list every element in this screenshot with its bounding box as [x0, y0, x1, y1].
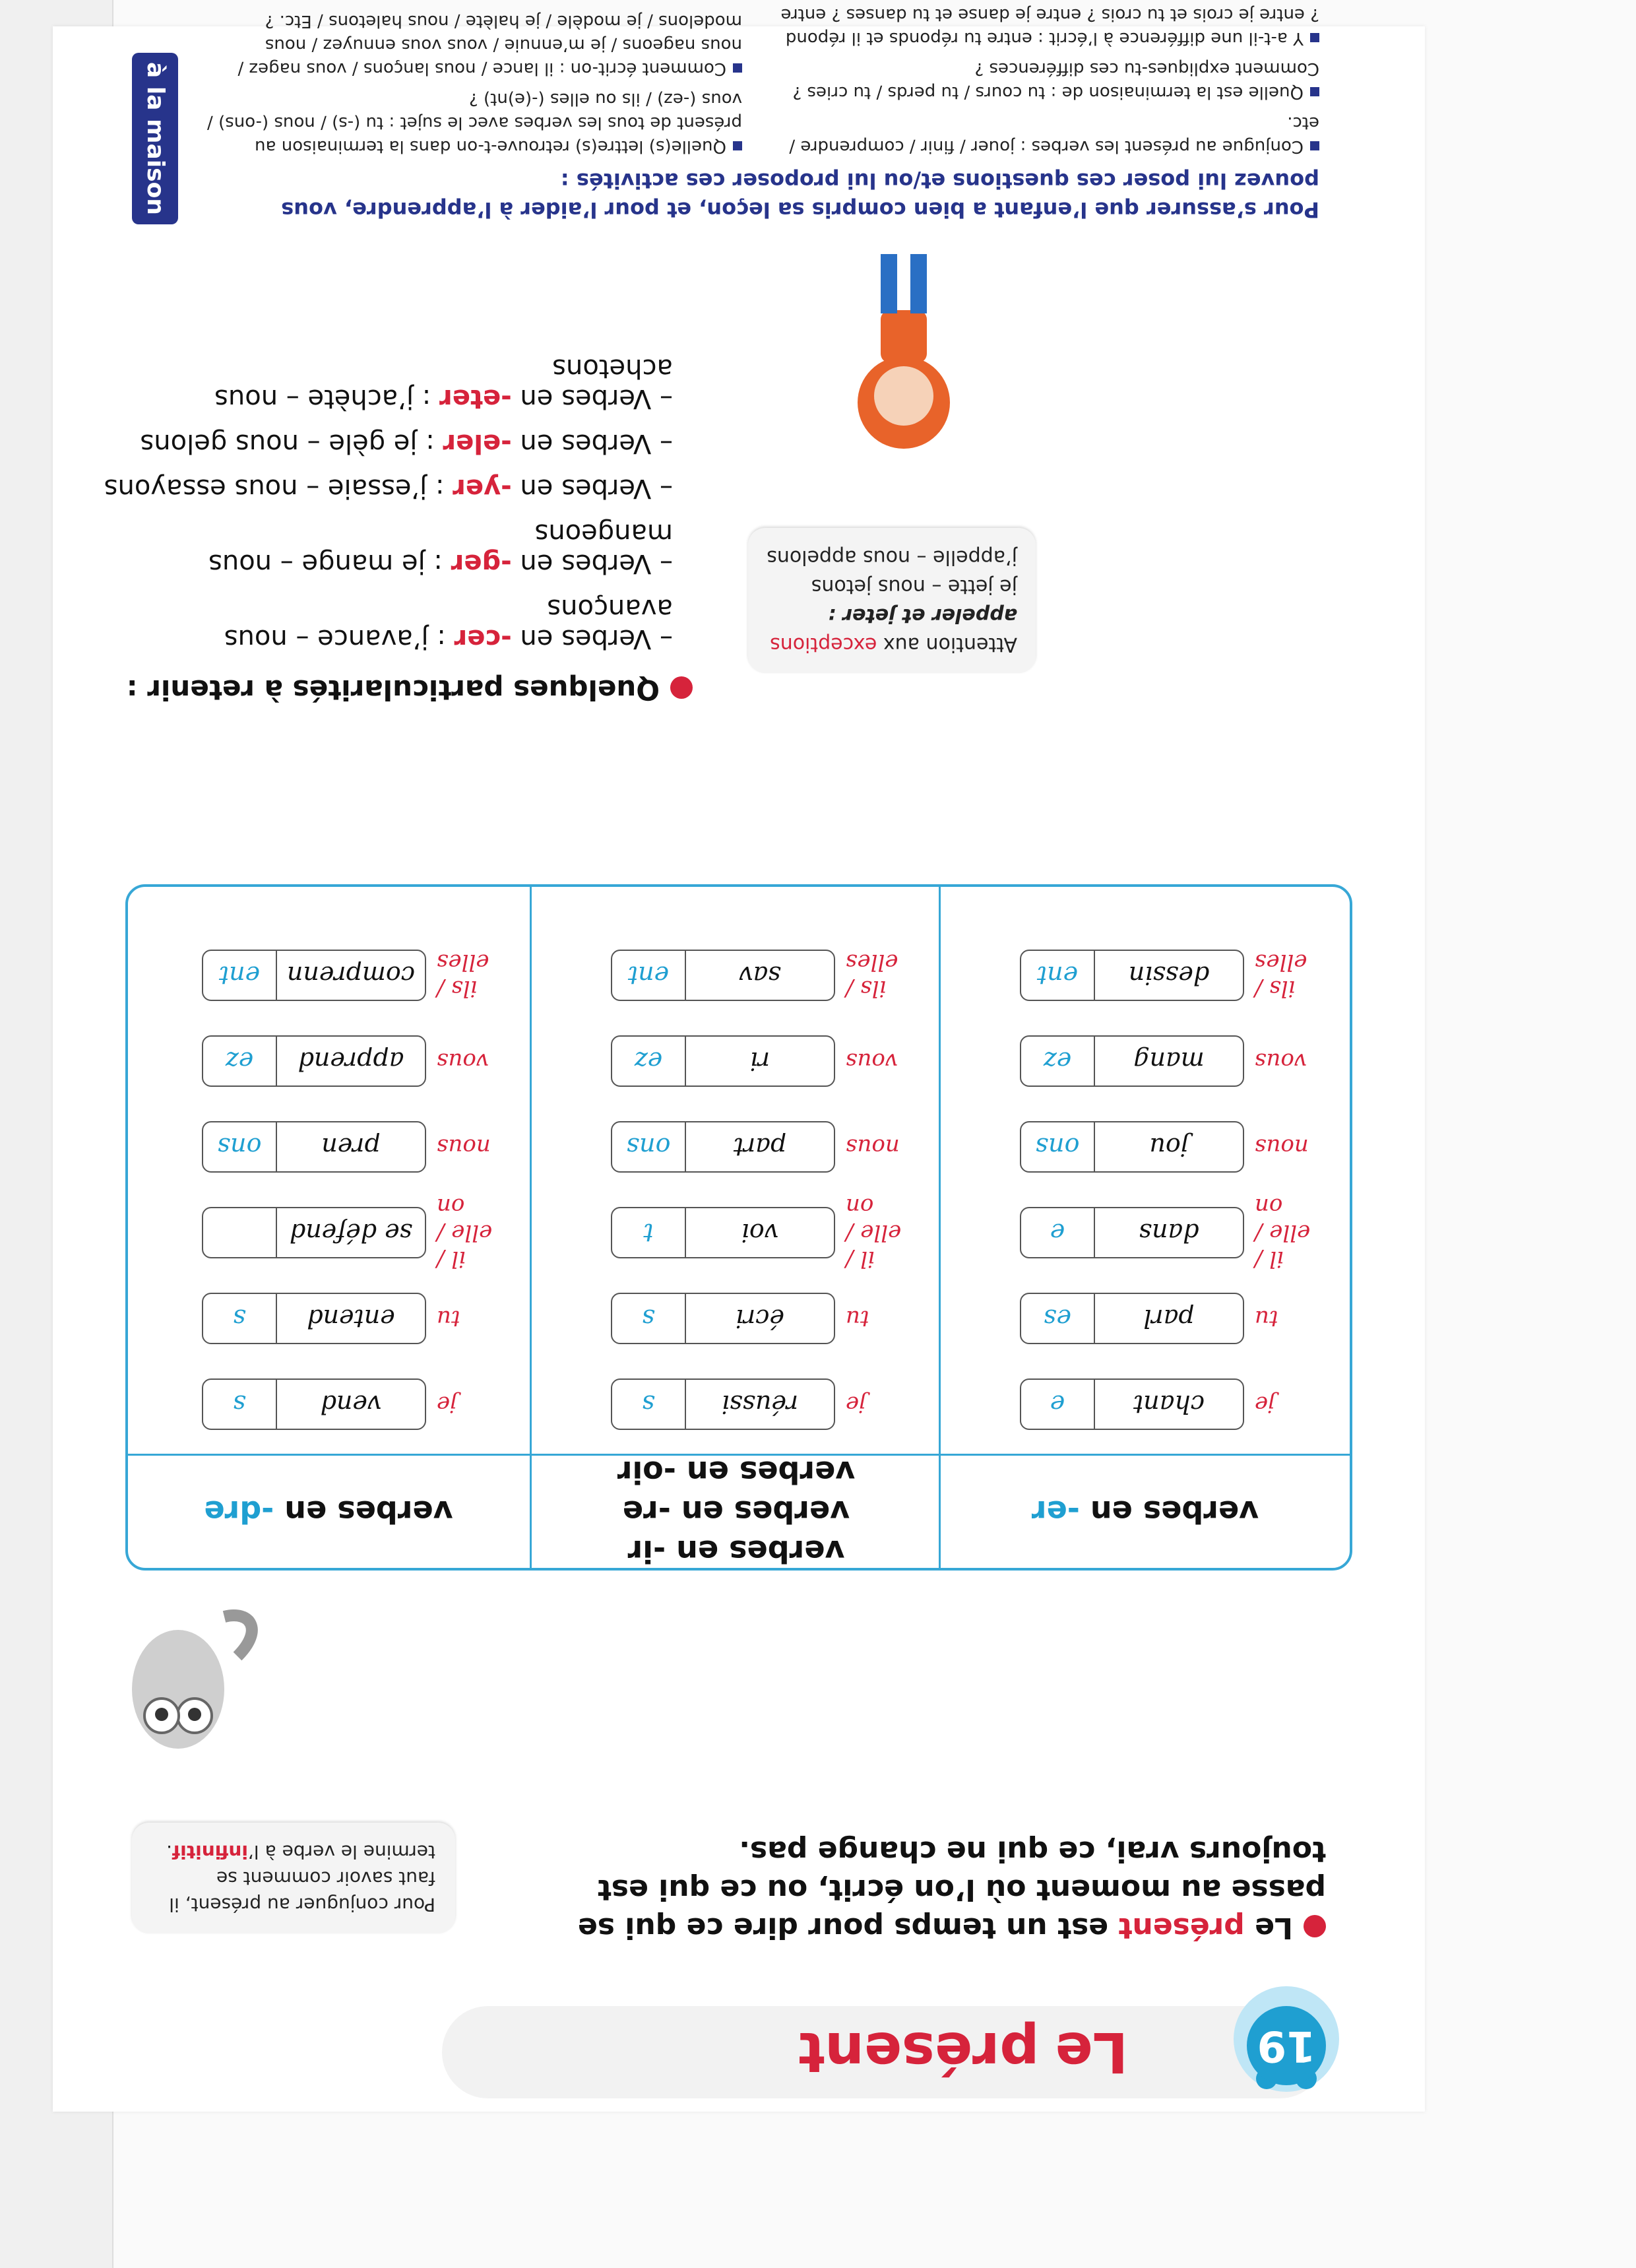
verb-box	[1020, 1035, 1244, 1087]
verb-ending: ons	[217, 1132, 262, 1161]
verb-box	[202, 1293, 426, 1344]
pronoun: tu	[1255, 1305, 1278, 1332]
verb-stem: parl	[1094, 1294, 1243, 1343]
particularities	[99, 339, 693, 706]
verb-ending: s	[642, 1390, 655, 1419]
home-questions	[198, 0, 1319, 158]
pronoun: il / elle / on	[1255, 1193, 1311, 1272]
column-head-ir-re-oir	[532, 1456, 941, 1568]
verb-ending: ez	[225, 1047, 254, 1076]
table-row	[611, 1029, 914, 1093]
title-band	[442, 2006, 1326, 2098]
particularities-heading-text: Quelques particularités à retenir :	[126, 674, 660, 706]
list-item	[198, 87, 742, 158]
table-row	[202, 944, 505, 1007]
item-suffix: -eler	[443, 428, 512, 459]
item-suffix: -yer	[453, 473, 512, 503]
verb-box	[611, 950, 835, 1001]
bubble1-highlight: infinitif	[172, 1841, 248, 1863]
verb-box	[202, 1035, 426, 1087]
square-bullet-icon	[733, 141, 742, 150]
table-row	[1020, 1193, 1323, 1272]
verb-box	[202, 1207, 426, 1258]
verb-ending: ons	[1035, 1132, 1080, 1161]
verb-ending: ons	[626, 1132, 671, 1161]
list-item	[99, 518, 673, 579]
table-row	[1020, 1373, 1323, 1436]
title-article: Le	[1055, 2020, 1128, 2085]
verb-ending: e	[1050, 1390, 1065, 1419]
verb-ending: ez	[634, 1047, 663, 1076]
conjugation-table	[125, 884, 1352, 1571]
lesson-number: 19	[1247, 2006, 1326, 2085]
verb-box	[611, 1035, 835, 1087]
verb-ending: ez	[1043, 1047, 1072, 1076]
verb-box	[611, 1293, 835, 1344]
verb-stem: pren	[276, 1122, 425, 1171]
head-er-suffix: -er	[1031, 1494, 1080, 1530]
verb-stem: écri	[685, 1294, 834, 1343]
home-activities-box	[132, 5, 1346, 224]
verb-box	[1020, 1207, 1244, 1258]
pronoun: vous	[1255, 1048, 1307, 1074]
item-label: – Verbes en	[511, 473, 673, 503]
head-dre-suffix: -dre	[204, 1494, 274, 1530]
table-row	[611, 1193, 914, 1272]
verb-stem: dans	[1094, 1208, 1243, 1257]
square-bullet-icon	[1310, 87, 1319, 96]
lemur-mascot-icon	[92, 1604, 264, 1788]
item-example: : je mange – nous mangeons	[208, 518, 673, 579]
definition-after: est un temps pour dire ce qui se passe au moment où l’on écrit, ou ce qui est toujours vrai, ce qui ne change pas.	[577, 1834, 1326, 1945]
square-bullet-icon	[1310, 141, 1319, 150]
pronoun: ils / elles	[846, 949, 898, 1002]
pronoun: nous	[1255, 1134, 1309, 1160]
verb-box	[1020, 1121, 1244, 1173]
home-intro: Pour s’assurer que l’enfant a bien compris sa leçon, et pour l’aider à l’apprendre, vous pouvez lui poser ces questions et/ou lui proposer ces activités :	[281, 168, 1319, 222]
verb-stem: se défend	[276, 1208, 425, 1257]
question-text: Conjugue au présent les verbes : jouer / finir / comprendre / etc.	[789, 113, 1319, 156]
verb-ending: s	[642, 1304, 655, 1333]
verb-stem: apprend	[276, 1037, 425, 1085]
question-text: Quelle(s) lettre(s) retrouve-t-on dans la terminaison au présent de tous les verbes avec le sujet : tu (-s) / nous (-ons) / vous (-ez) / ils ou elles (-(e)nt) ?	[207, 89, 742, 156]
pronoun: nous	[846, 1134, 900, 1160]
verb-stem: chant	[1094, 1380, 1243, 1429]
definition-before: Le	[1244, 1911, 1293, 1945]
verb-stem: comprenn	[276, 951, 425, 1000]
speech-bubble-exceptions	[748, 528, 1036, 673]
question-text: Y a-t-il une différence à l’écrit : entre tu réponds et il répond ? entre je crois et tu crois ? entre je danse et tu danses ? entre	[780, 5, 1319, 48]
square-bullet-icon	[1310, 33, 1319, 42]
square-bullet-icon	[733, 63, 742, 73]
home-tag: à la maison	[132, 53, 178, 224]
bubble2-line3: je jette – nous jetons	[811, 575, 1017, 598]
list-item	[99, 593, 673, 654]
table-row	[1020, 1287, 1323, 1350]
definition	[548, 1832, 1326, 1947]
item-example: : j’essaie – nous essayons	[104, 473, 453, 503]
verb-box	[611, 1207, 835, 1258]
table-row	[1020, 1115, 1323, 1179]
item-label: – Verbes en	[511, 624, 673, 654]
head-oir: verbes en -oir	[617, 1454, 856, 1490]
list-item	[775, 111, 1319, 158]
definition-highlight: présent	[1118, 1911, 1245, 1945]
verb-ending: t	[643, 1218, 654, 1247]
verb-stem: vend	[276, 1380, 425, 1429]
pronoun: vous	[846, 1048, 898, 1074]
verb-ending: s	[233, 1304, 246, 1333]
pronoun: nous	[437, 1134, 491, 1160]
verb-ending: e	[1050, 1218, 1065, 1247]
verb-stem: voi	[685, 1208, 834, 1257]
verb-box	[611, 1121, 835, 1173]
item-example: : j’avance – nous avançons	[224, 593, 673, 654]
bubble2-line2: appeler et jeter :	[827, 604, 1017, 627]
table-row	[611, 944, 914, 1007]
verb-box	[1020, 1293, 1244, 1344]
question-text: Comment écrit-on : il lance / nous lançons / vous nagez / nous nageons / je m’ennuie / vous vous ennuyez / nous modelons / je modèle / je halète / nous haletons / Etc. ?	[237, 11, 742, 79]
verb-box	[611, 1378, 835, 1430]
head-er-text: verbes en	[1079, 1494, 1259, 1530]
pronoun: je	[437, 1391, 457, 1417]
table-row	[202, 1029, 505, 1093]
pronoun: ils / elles	[437, 949, 489, 1002]
verb-stem: sav	[685, 951, 834, 1000]
bubble1-end: .	[166, 1841, 172, 1863]
verb-ending: ent	[218, 961, 261, 990]
title-word: présent	[798, 2020, 1040, 2085]
list-item	[775, 57, 1319, 104]
girl-character-icon	[805, 244, 1003, 462]
item-label: – Verbes en	[511, 428, 673, 459]
red-bullet-icon	[670, 677, 693, 699]
verb-stem: part	[685, 1122, 834, 1171]
verb-ending: s	[233, 1390, 246, 1419]
verb-ending: ent	[1036, 961, 1079, 990]
pronoun: je	[846, 1391, 866, 1417]
list-item	[99, 473, 673, 503]
item-example: : je gèle – nous gelons	[140, 428, 443, 459]
verb-stem: jou	[1094, 1122, 1243, 1171]
verb-box	[1020, 950, 1244, 1001]
item-label: – Verbes en	[511, 383, 673, 414]
pronoun: tu	[437, 1305, 460, 1332]
pronoun: il / elle / on	[846, 1193, 902, 1272]
table-row	[202, 1373, 505, 1436]
table-row	[611, 1115, 914, 1179]
verb-stem: ri	[685, 1037, 834, 1085]
table-row	[1020, 1029, 1323, 1093]
head-re: verbes en -re	[622, 1494, 850, 1530]
table-row	[1020, 944, 1323, 1007]
verb-box	[1020, 1378, 1244, 1430]
pronoun: ils / elles	[1255, 949, 1307, 1002]
head-dre-text: verbes en	[274, 1494, 453, 1530]
item-example: : j’achète – nous achetons	[214, 353, 673, 414]
lesson-page	[53, 5, 1425, 2112]
column-head-er	[941, 1456, 1350, 1568]
table-row	[202, 1193, 505, 1272]
item-suffix: -eter	[439, 383, 512, 414]
bubble1-text: Pour conjuguer au présent, il faut savoir comment se termine le verbe à l’	[169, 1841, 435, 1916]
verb-stem: dessin	[1094, 951, 1243, 1000]
pronoun: vous	[437, 1048, 489, 1074]
pronoun: tu	[846, 1305, 869, 1332]
red-bullet-icon	[1304, 1915, 1326, 1937]
verb-ending: ent	[627, 961, 670, 990]
bubble2-line1: Attention aux	[877, 633, 1017, 656]
verb-box	[202, 1121, 426, 1173]
list-item	[99, 353, 673, 414]
table-row	[611, 1373, 914, 1436]
table-row	[611, 1287, 914, 1350]
pronoun: il / elle / on	[437, 1193, 493, 1272]
table-row	[202, 1287, 505, 1350]
verb-box	[202, 950, 426, 1001]
head-ir: verbes en -ir	[627, 1534, 845, 1569]
pronoun: je	[1255, 1391, 1275, 1417]
verb-box	[202, 1378, 426, 1430]
bubble2-highlight: exceptions	[770, 633, 877, 656]
list-item	[775, 0, 1319, 50]
column-head-dre	[125, 1456, 532, 1568]
verb-stem: mang	[1094, 1037, 1243, 1085]
table-row	[202, 1115, 505, 1179]
question-text: Quelle est la terminaison de : tu cours / tu perds / tu cries ? Comment expliques-tu ces différences ?	[792, 59, 1319, 102]
speech-bubble-infinitif	[132, 1823, 455, 1933]
bubble2-line4: j’appelle – nous appelons	[767, 546, 1017, 569]
item-suffix: -ger	[451, 548, 512, 579]
verb-stem: entend	[276, 1294, 425, 1343]
item-suffix: -cer	[454, 624, 512, 654]
particularities-heading	[99, 674, 693, 706]
item-label: – Verbes en	[511, 548, 673, 579]
verb-stem: réussi	[685, 1380, 834, 1429]
list-item	[198, 9, 742, 81]
verb-ending: es	[1044, 1304, 1071, 1333]
list-item	[99, 428, 673, 459]
